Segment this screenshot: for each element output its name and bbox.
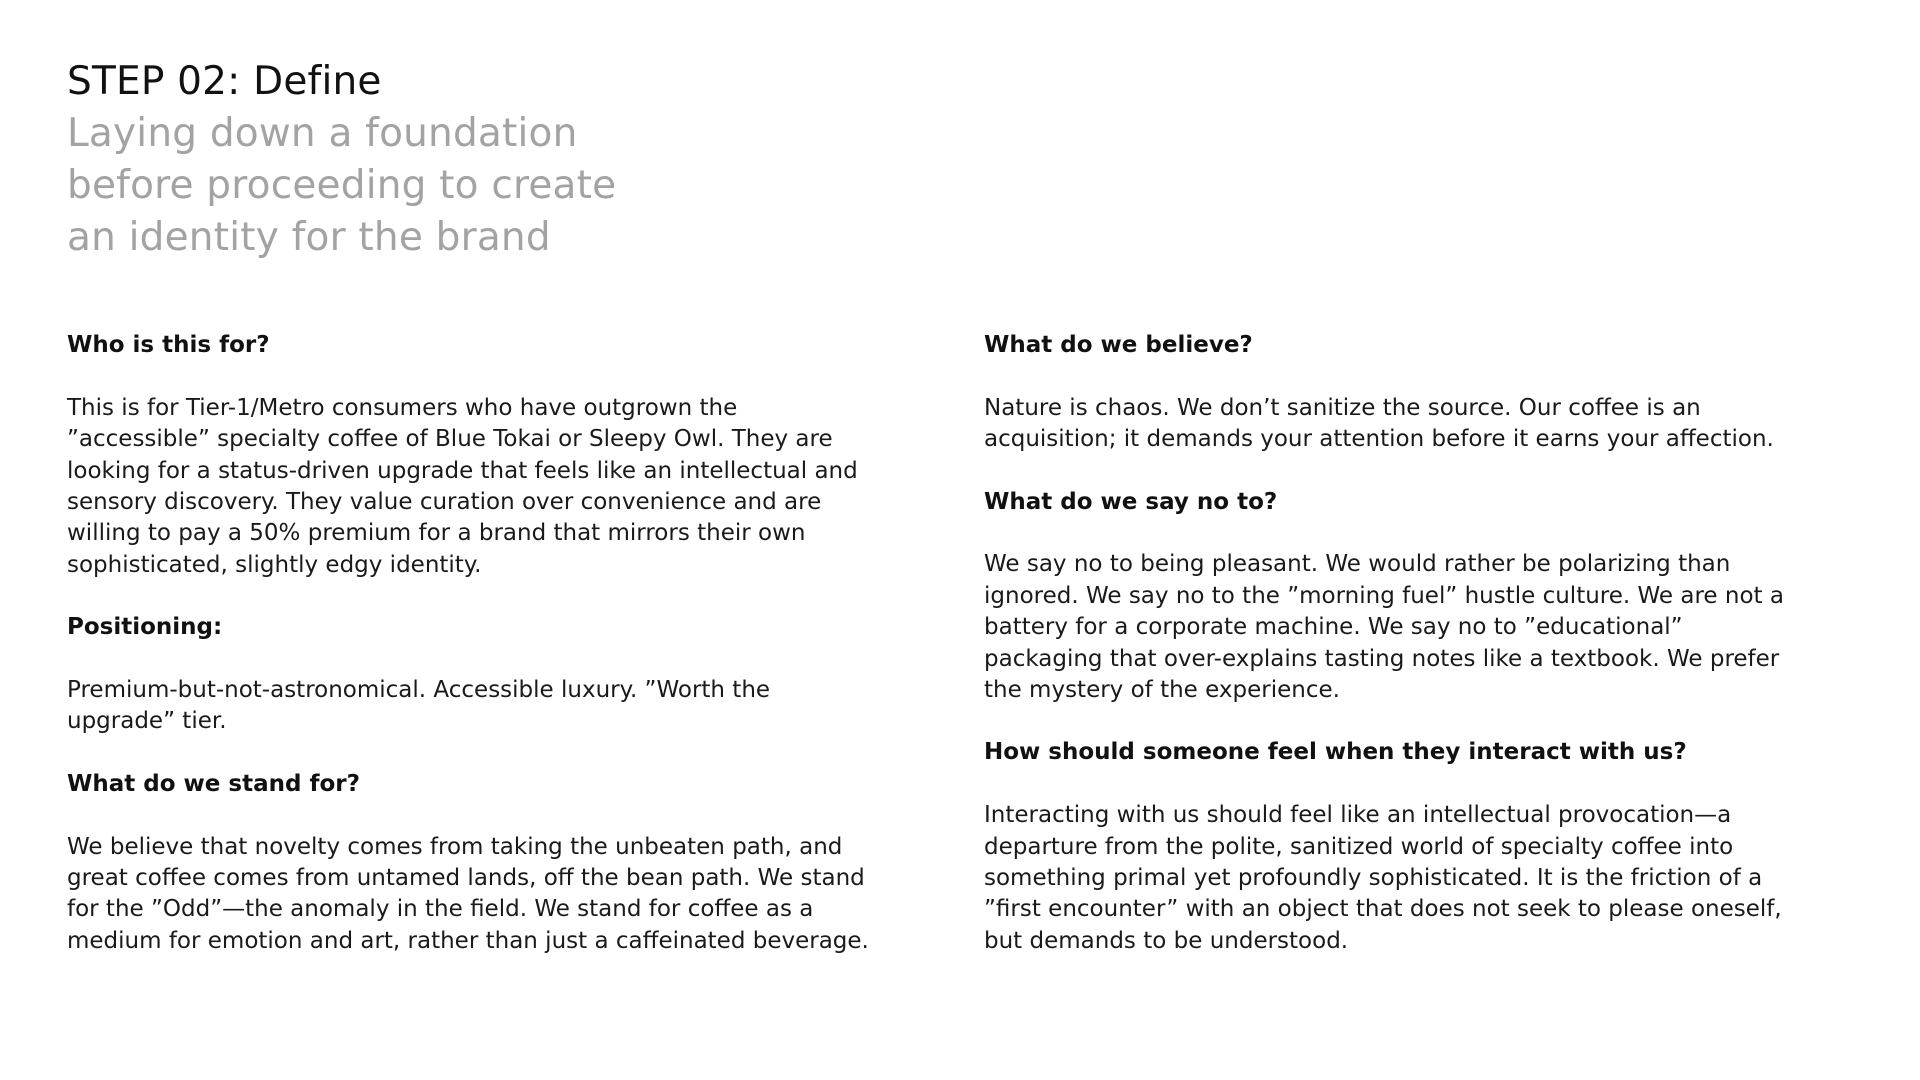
section-heading: Positioning:	[67, 614, 223, 641]
body-line: medium for emotion and art, rather than just a caffeinated beverage.	[67, 927, 869, 954]
section-body	[984, 393, 1824, 456]
subtitle-line: Laying down a foundation	[67, 111, 578, 156]
section-body	[67, 393, 907, 581]
section-how-should-someone-feel	[984, 737, 1824, 957]
section-what-do-we-say-no-to	[984, 487, 1824, 707]
body-line: great coffee comes from untamed lands, off the bean path. We stand	[67, 865, 865, 892]
body-line: battery for a corporate machine. We say no to ”educational”	[984, 614, 1683, 641]
body-line: upgrade” tier.	[67, 708, 227, 735]
body-line: something primal yet profoundly sophisticated. It is the friction of a	[984, 865, 1763, 892]
body-line: departure from the polite, sanitized world of specialty coffee into	[984, 833, 1734, 860]
section-heading: What do we stand for?	[67, 770, 360, 797]
body-line: sensory discovery. They value curation over convenience and are	[67, 489, 822, 516]
body-line: acquisition; it demands your attention before it earns your affection.	[984, 426, 1774, 453]
body-line: looking for a status-driven upgrade that feels like an intellectual and	[67, 457, 858, 484]
right-column	[984, 330, 1824, 988]
body-line: ”accessible” specialty coffee of Blue Tokai or Sleepy Owl. They are	[67, 426, 833, 453]
subtitle	[67, 108, 867, 264]
subtitle-line: before proceeding to create	[67, 163, 617, 208]
section-heading: Who is this for?	[67, 332, 270, 358]
body-line: This is for Tier-1/Metro consumers who have outgrown the	[67, 394, 738, 421]
section-what-do-we-stand-for	[67, 769, 907, 957]
section-body	[984, 549, 1824, 706]
body-line: ”first encounter” with an object that does not seek to please oneself,	[984, 896, 1782, 923]
body-line: sophisticated, slightly edgy identity.	[67, 551, 482, 578]
body-line: but demands to be understood.	[984, 927, 1349, 954]
section-body	[67, 675, 907, 738]
body-line: willing to pay a 50% premium for a brand that mirrors their own	[67, 520, 806, 547]
body-line: for the ”Odd”—the anomaly in the field. We stand for coffee as a	[67, 896, 814, 923]
body-line: Interacting with us should feel like an intellectual provocation—a	[984, 802, 1732, 829]
step-title: STEP 02: Define	[67, 59, 382, 104]
body-line: the mystery of the experience.	[984, 677, 1340, 704]
body-line: ignored. We say no to the ”morning fuel” hustle culture. We are not a	[984, 582, 1784, 609]
body-line: Premium-but-not-astronomical. Accessible luxury. ”Worth the	[67, 677, 771, 704]
body-line: Nature is chaos. We don’t sanitize the source. Our coffee is an	[984, 394, 1701, 421]
section-body	[67, 832, 907, 958]
body-line: We believe that novelty comes from taking the unbeaten path, and	[67, 833, 843, 860]
section-what-do-we-believe	[984, 330, 1824, 456]
body-line: packaging that over-explains tasting notes like a textbook. We prefer	[984, 645, 1780, 672]
body-line: We say no to being pleasant. We would rather be polarizing than	[984, 551, 1731, 578]
section-heading: What do we say no to?	[984, 488, 1278, 515]
section-heading: How should someone feel when they interact with us?	[984, 739, 1687, 766]
subtitle-line: an identity for the brand	[67, 215, 551, 260]
section-heading: What do we believe?	[984, 332, 1253, 358]
slide-header	[67, 56, 867, 264]
section-body	[984, 800, 1824, 957]
left-column	[67, 330, 907, 988]
section-who-is-this-for	[67, 330, 907, 581]
section-positioning	[67, 612, 907, 738]
